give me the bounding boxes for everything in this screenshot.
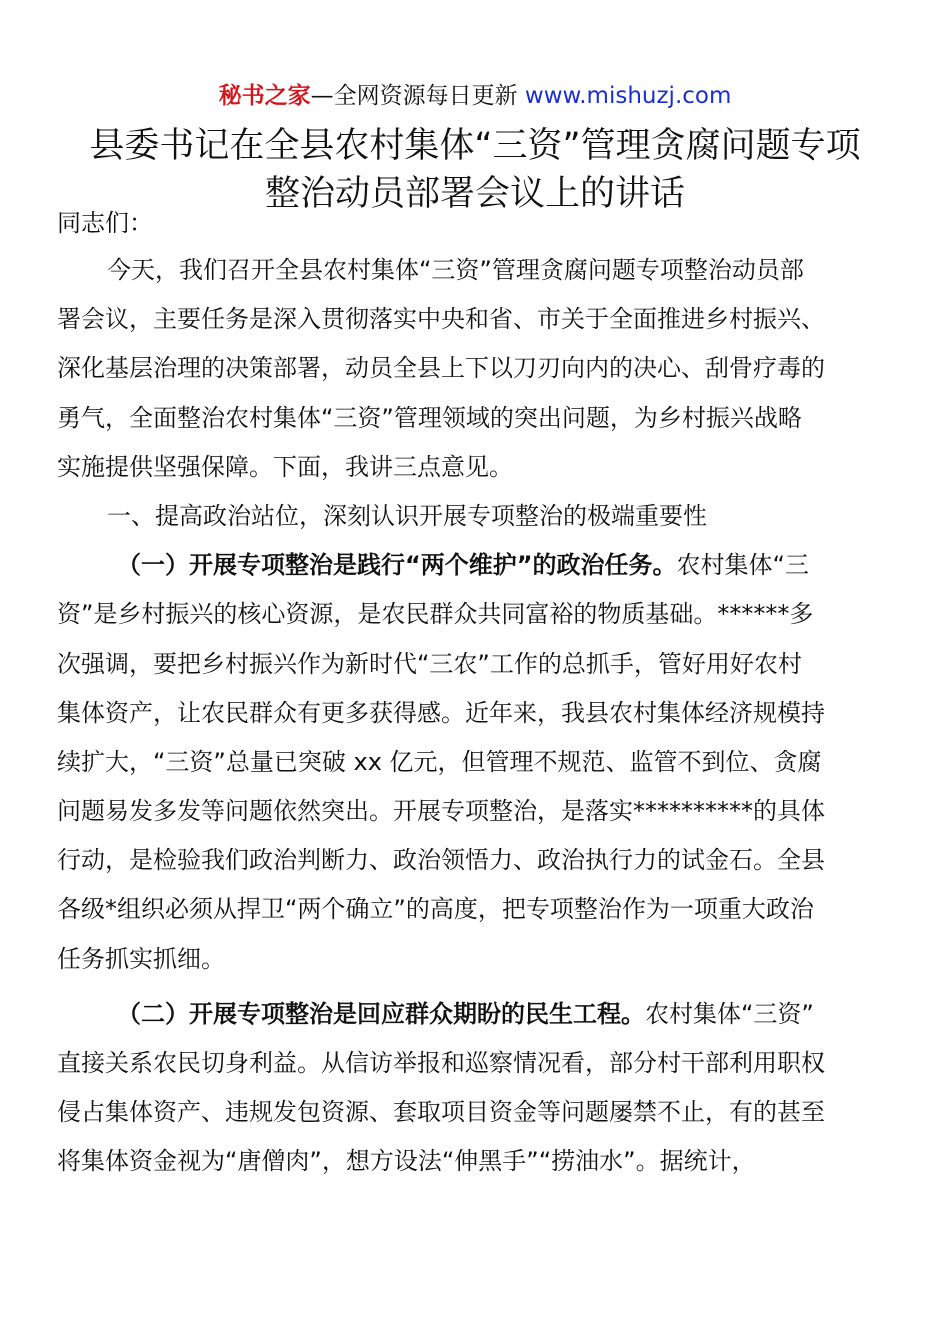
intro-line: 勇气，全面整治农村集体“三资”管理领域的突出问题，为乡村振兴战略	[57, 403, 802, 432]
site-url-link[interactable]: www.mishuzj.com	[524, 83, 732, 109]
paragraph-line: 直接关系农民切身利益。从信访举报和巡察情况看，部分村干部利用职权	[57, 1049, 825, 1077]
paragraph-line: 各级*组织必须从捍卫“两个确立”的高度，把专项整治作为一项重大政治	[57, 895, 814, 924]
intro-line: 署会议，主要任务是深入贯彻落实中央和省、市关于全面推进乡村振兴、	[57, 305, 825, 334]
subsection-1-first-line	[57, 541, 893, 590]
subsection-2-first-rest: 农村集体“三资”	[645, 999, 814, 1028]
subsection-1-paragraph	[57, 541, 893, 984]
paragraph-line: 任务抓实抓细。	[57, 944, 225, 973]
intro-paragraph	[57, 246, 893, 492]
paragraph-line: 侵占集体资产、违规发包资源、套取项目资金等问题屡禁不止，有的甚至	[57, 1098, 825, 1127]
salutation: 同志们：	[57, 209, 153, 237]
site-header	[0, 80, 950, 112]
intro-line: 实施提供坚强保障。下面，我讲三点意见。	[57, 452, 513, 481]
paragraph-line: 资”是乡村振兴的核心资源，是农民群众共同富裕的物质基础。******多	[57, 600, 814, 629]
subsection-2-heading: （二）开展专项整治是回应群众期盼的民生工程。	[117, 999, 645, 1028]
paragraph-line: 行动，是检验我们政治判断力、政治领悟力、政治执行力的试金石。全县	[57, 846, 825, 875]
document-body	[57, 200, 893, 1187]
subsection-2-paragraph	[57, 990, 893, 1187]
subsection-1-first-rest: 农村集体“三	[676, 551, 809, 580]
brand-name: 秘书之家	[218, 83, 311, 109]
header-tagline: —全网资源每日更新	[310, 83, 525, 109]
section-1-heading: 一、提高政治站位，深刻认识开展专项整治的极端重要性	[107, 501, 707, 530]
subsection-1-heading: （一）开展专项整治是践行“两个维护”的政治任务。	[117, 551, 677, 580]
intro-line: 深化基层治理的决策部署，动员全县上下以刀刃向内的决心、刮骨疗毒的	[57, 354, 825, 383]
subsection-2-first-line	[57, 990, 893, 1039]
paragraph-line: 集体资产，让农民群众有更多获得感。近年来，我县农村集体经济规模持	[57, 698, 825, 727]
paragraph-line: 问题易发多发等问题依然突出。开展专项整治，是落实**********的具体	[57, 797, 825, 826]
paragraph-line: 次强调，要把乡村振兴作为新时代“三农”工作的总抓手，管好用好农村	[57, 649, 802, 678]
title-line-2: 整治动员部署会议上的讲话	[264, 174, 685, 214]
paragraph-line: 将集体资金视为“唐僧肉”，想方设法“伸黑手”“捞油水”。据统计，	[57, 1147, 756, 1176]
title-line-1: 县委书记在全县农村集体“三资”管理贪腐问题专项	[89, 126, 861, 166]
paragraph-line: 续扩大，“三资”总量已突破 xx 亿元，但管理不规范、监管不到位、贪腐	[57, 747, 822, 776]
intro-line: 今天，我们召开全县农村集体“三资”管理贪腐问题专项整治动员部	[107, 256, 804, 284]
